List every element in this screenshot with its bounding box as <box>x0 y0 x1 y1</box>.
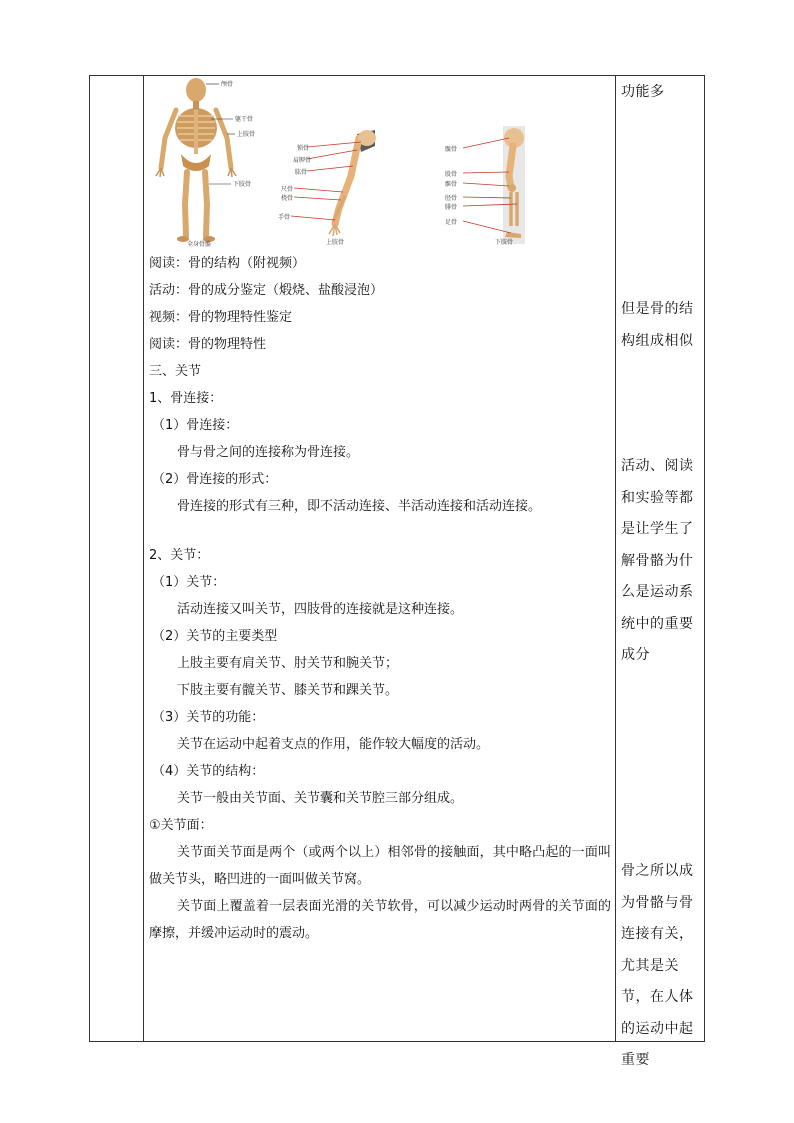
skeleton-label: 颅骨 <box>221 81 234 88</box>
side-note-joints: 骨之所以成为骨骼与骨连接有关，尤其是关节，在人体的运动中起重要 <box>621 863 694 1068</box>
skeleton-caption: 全身骨骼 <box>187 241 212 248</box>
skeleton-label: 下肢骨 <box>233 181 252 188</box>
upper-limb-label: 肱骨 <box>295 169 308 176</box>
side-note-activities: 活动、阅读和实验等都是让学生了解骨骼为什么是运动系统中的重要成分 <box>621 458 694 663</box>
main-content-cell <box>149 76 611 947</box>
item-bone-connection: （1）骨连接： <box>152 418 239 433</box>
lower-limb-label: 腓骨 <box>445 204 458 211</box>
text-bone-connection-definition: 骨与骨之间的连接称为骨连接。 <box>177 445 360 460</box>
side-note-function: 功能多 <box>621 84 665 100</box>
lower-limb-label: 股骨 <box>445 171 458 178</box>
activity-bone-composition: 活动：骨的成分鉴定（煅烧、盐酸浸泡） <box>149 283 384 298</box>
section-heading-joints: 三、关节 <box>149 364 202 379</box>
item-connection-forms: （2）骨连接的形式： <box>152 472 278 487</box>
lower-limb-label: 髌骨 <box>445 181 458 188</box>
lower-limb-label: 足骨 <box>445 219 458 226</box>
paragraph-articular-cartilage: 关节面上覆盖着一层表面光滑的关节软骨，可以减少运动时两骨的关节面的摩擦，并缓冲运动时的震动。 <box>149 899 611 941</box>
text-joint-definition: 活动连接又叫关节，四肢骨的连接就是这种连接。 <box>177 602 464 617</box>
video-bone-properties: 视频：骨的物理特性鉴定 <box>149 310 293 325</box>
item-joint-types: （2）关节的主要类型 <box>152 629 278 644</box>
lower-limb-label: 胫骨 <box>445 195 458 202</box>
skeleton-label: 上肢骨 <box>237 131 256 138</box>
text-lower-limb-joints: 下肢主要有髋关节、膝关节和踝关节。 <box>177 683 399 698</box>
subheading-bone-connection: 1、骨连接： <box>149 391 223 406</box>
upper-limb-caption: 上肢骨 <box>326 239 345 246</box>
upper-limb-label: 手骨 <box>278 214 291 221</box>
paragraph-articular-surface: 关节面关节面是两个（或两个以上）相邻骨的接触面，其中略凸起的一面叫做关节头，略凹进的一面叫做关节窝。 <box>149 845 611 887</box>
full-skeleton-drawing <box>156 78 255 248</box>
reading-bone-structure: 阅读：骨的结构（附视频） <box>149 256 306 271</box>
subheading-joints: 2、关节： <box>149 548 210 563</box>
lower-limb-drawing <box>445 126 525 246</box>
column-divider-left <box>143 75 144 1042</box>
skeleton-figure <box>149 76 611 250</box>
lower-limb-caption: 下肢骨 <box>495 239 514 246</box>
skeleton-label: 躯干骨 <box>235 116 254 123</box>
side-note-structure: 但是骨的结构组成相似 <box>621 301 694 349</box>
upper-limb-drawing <box>278 130 376 246</box>
upper-limb-label: 桡骨 <box>281 195 294 202</box>
lower-limb-label: 髋骨 <box>445 146 458 153</box>
item-joint-structure: （4）关节的结构： <box>152 764 265 779</box>
column-divider-right <box>615 75 616 1042</box>
text-connection-forms: 骨连接的形式有三种，即不活动连接、半活动连接和活动连接。 <box>177 499 542 514</box>
item-articular-surface: ①关节面： <box>149 818 213 833</box>
upper-limb-label: 锁骨 <box>297 145 310 152</box>
upper-limb-label: 肩胛骨 <box>293 157 312 164</box>
item-joint-function: （3）关节的功能： <box>152 710 265 725</box>
skeleton-illustration <box>149 76 549 250</box>
upper-limb-label: 尺骨 <box>281 186 294 193</box>
text-joint-function: 关节在运动中起着支点的作用，能作较大幅度的活动。 <box>177 737 490 752</box>
reading-bone-properties: 阅读：骨的物理特性 <box>149 337 267 352</box>
item-joint: （1）关节： <box>152 575 226 590</box>
blank-line <box>149 520 611 542</box>
text-upper-limb-joints: 上肢主要有肩关节、肘关节和腕关节； <box>177 656 399 671</box>
text-joint-structure: 关节一般由关节面、关节囊和关节腔三部分组成。 <box>177 791 464 806</box>
